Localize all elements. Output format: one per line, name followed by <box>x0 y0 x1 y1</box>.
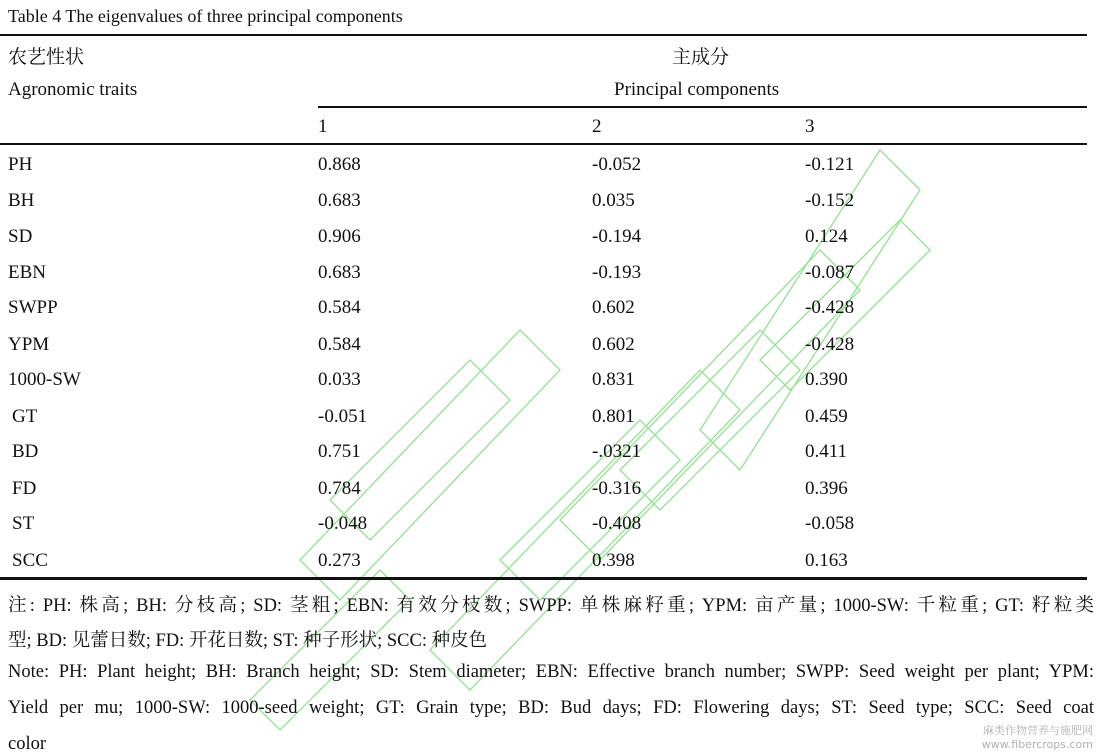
row-value-3: 0.396 <box>805 478 848 499</box>
row-value-3: -0.428 <box>805 334 855 355</box>
row-value-2: 0.602 <box>592 334 635 355</box>
row-value-1: 0.033 <box>318 369 361 390</box>
row-trait: PH <box>8 154 33 175</box>
bottom-rule <box>0 577 1087 580</box>
row-value-1: 0.784 <box>318 478 361 499</box>
watermark-stroke <box>500 420 680 600</box>
row-value-2: -0.193 <box>592 262 642 283</box>
watermark-text <box>982 724 1093 752</box>
watermark-line: www.fibercrops.com <box>981 738 1093 751</box>
column-header-3: 3 <box>805 116 815 137</box>
row-trait: YPM <box>8 334 50 355</box>
row-trait: GT <box>12 406 38 427</box>
row-trait: EBN <box>8 262 46 283</box>
row-value-1: 0.584 <box>318 334 361 355</box>
pc-rule <box>318 106 1087 108</box>
row-value-2: -0.316 <box>592 478 642 499</box>
note-en-line: Yield per mu; 1000-SW: 1000-seed weight; GT: Grain type; BD: Bud days; FD: Flowering days; ST: Seed type; SCC: Seed coat <box>8 698 1094 718</box>
row-trait: SWPP <box>8 297 58 318</box>
row-value-2: -0.052 <box>592 154 642 175</box>
note-en-line: Note: PH: Plant height; BH: Branch height; SD: Stem diameter; EBN: Effective branch number; SWPP: Seed weight per plant; YPM: <box>8 662 1094 682</box>
row-value-2: 0.831 <box>592 369 635 390</box>
row-value-3: 0.390 <box>805 369 848 390</box>
row-value-1: 0.584 <box>318 297 361 318</box>
row-value-1: 0.906 <box>318 226 361 247</box>
row-value-3: 0.163 <box>805 550 848 571</box>
row-value-2: -0.408 <box>592 513 642 534</box>
note-cn-line: 型; BD: 见蕾日数; FD: 开花日数; ST: 种子形状; SCC: 种皮色 <box>8 631 488 651</box>
row-value-3: -0.058 <box>805 513 855 534</box>
row-value-2: -0.194 <box>592 226 642 247</box>
top-rule <box>0 34 1087 36</box>
header-pc-en: Principal components <box>614 79 780 100</box>
row-value-2: 0.398 <box>592 550 635 571</box>
header-pc-cn: 主成分 <box>672 47 730 68</box>
row-value-3: 0.459 <box>805 406 848 427</box>
row-trait: ST <box>12 513 35 534</box>
row-value-3: 0.124 <box>805 226 848 247</box>
row-trait: BH <box>8 190 35 211</box>
header-trait-en: Agronomic traits <box>8 79 138 100</box>
row-value-1: -0.048 <box>318 513 368 534</box>
watermark-stroke <box>620 330 800 510</box>
row-value-2: 0.801 <box>592 406 635 427</box>
row-value-2: 0.602 <box>592 297 635 318</box>
row-value-3: 0.411 <box>805 441 848 462</box>
column-header-2: 2 <box>592 116 602 137</box>
row-trait: FD <box>12 478 37 499</box>
row-trait: BD <box>12 441 39 462</box>
table-caption: Table 4 The eigenvalues of three principal components <box>8 6 403 26</box>
row-trait: 1000-SW <box>8 369 81 390</box>
note-en-line: color <box>8 734 47 754</box>
row-trait: SCC <box>12 550 48 571</box>
row-value-3: -0.152 <box>805 190 855 211</box>
row-value-1: 0.868 <box>318 154 361 175</box>
watermark-line: 麻类作物营养与施肥网 <box>983 724 1093 737</box>
row-value-1: 0.683 <box>318 190 361 211</box>
row-value-2: -.0321 <box>592 441 642 462</box>
column-header-1: 1 <box>318 116 328 137</box>
row-value-1: 0.273 <box>318 550 361 571</box>
row-value-1: 0.683 <box>318 262 361 283</box>
note-cn-line: 注: PH: 株高; BH: 分枝高; SD: 茎粗; EBN: 有效分枝数; SWPP: 单株麻籽重; YPM: 亩产量; 1000-SW: 千粒重; GT: 籽粒类 <box>8 596 1094 616</box>
header-rule <box>0 143 1087 145</box>
row-value-3: -0.428 <box>805 297 855 318</box>
row-trait: SD <box>8 226 33 247</box>
row-value-3: -0.087 <box>805 262 855 283</box>
row-value-2: 0.035 <box>592 190 635 211</box>
row-value-3: -0.121 <box>805 154 855 175</box>
row-value-1: 0.751 <box>318 441 361 462</box>
row-value-1: -0.051 <box>318 406 368 427</box>
header-trait-cn: 农艺性状 <box>8 47 85 68</box>
